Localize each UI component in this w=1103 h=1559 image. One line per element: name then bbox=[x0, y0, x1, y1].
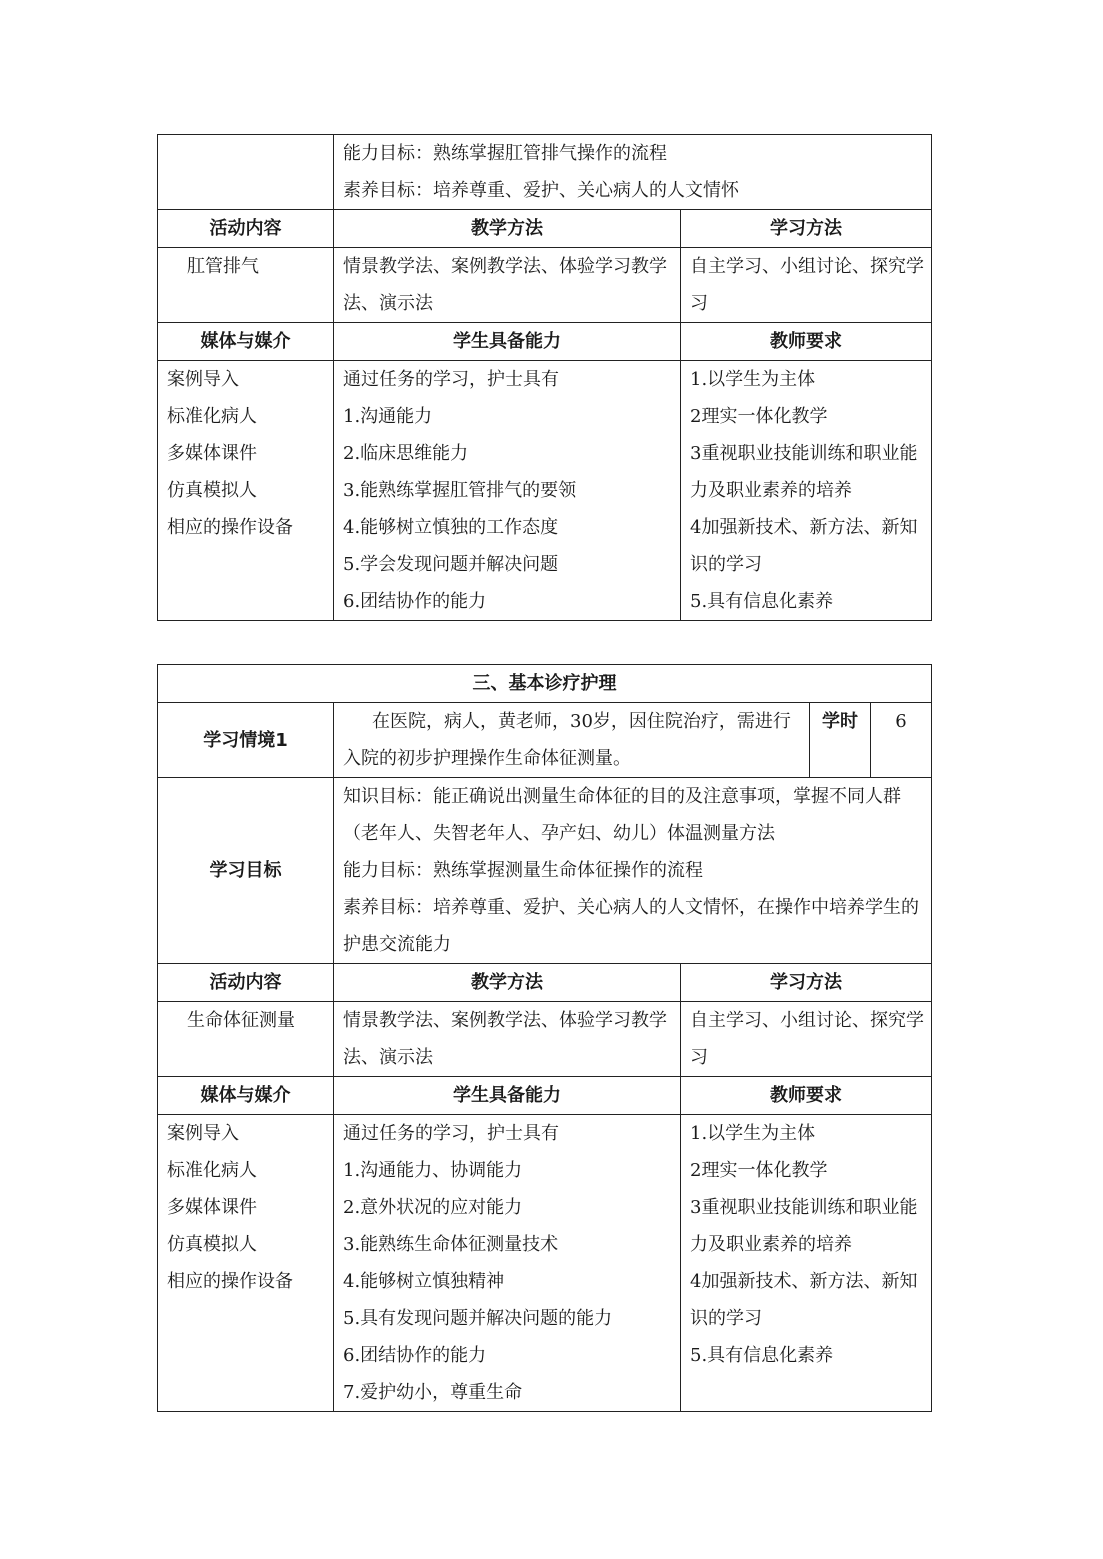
learn-method-cell: 自主学习、小组讨论、探究学习 bbox=[681, 1002, 932, 1077]
activity-header: 活动内容 bbox=[158, 964, 334, 1002]
lesson-table-basic-care bbox=[157, 664, 932, 964]
media-header: 媒体与媒介 bbox=[158, 1077, 334, 1115]
detail-row bbox=[158, 1115, 932, 1412]
ability-item: 1.沟通能力、协调能力 bbox=[343, 1160, 523, 1181]
ability-cell bbox=[334, 361, 681, 621]
learn-method-cell: 自主学习、小组讨论、探究学习 bbox=[681, 248, 932, 323]
activity-cell: 生命体征测量 bbox=[158, 1002, 334, 1077]
teacher-item: 1.以学生为主体 bbox=[690, 1123, 816, 1144]
goals-label: 学习目标 bbox=[158, 778, 334, 964]
ability-goal: 能力目标：熟练掌握肛管排气操作的流程 bbox=[343, 143, 667, 164]
media-item: 标准化病人 bbox=[167, 1160, 257, 1181]
media-item: 多媒体课件 bbox=[167, 443, 257, 464]
ability-item: 3.能熟练掌握肛管排气的要领 bbox=[343, 480, 577, 501]
lesson-table-continued bbox=[157, 134, 932, 621]
goals-label-cell bbox=[158, 135, 334, 210]
ability-item: 2.临床思维能力 bbox=[343, 443, 469, 464]
ability-goal: 能力目标：熟练掌握测量生命体征操作的流程 bbox=[343, 860, 703, 881]
teacher-item: 2理实一体化教学 bbox=[690, 1160, 828, 1181]
section-title-row bbox=[158, 665, 932, 703]
ability-header: 学生具备能力 bbox=[334, 1077, 681, 1115]
activity-cell: 肛管排气 bbox=[158, 248, 334, 323]
header-row-2 bbox=[158, 1077, 932, 1115]
ability-header: 学生具备能力 bbox=[334, 323, 681, 361]
ability-item: 7.爱护幼小，尊重生命 bbox=[343, 1382, 523, 1403]
media-cell bbox=[158, 1115, 334, 1412]
goals-cell bbox=[334, 778, 932, 964]
teacher-item: 5.具有信息化素养 bbox=[690, 1345, 834, 1366]
ability-item: 3.能熟练生命体征测量技术 bbox=[343, 1234, 559, 1255]
ability-item: 通过任务的学习，护士具有 bbox=[343, 1123, 559, 1144]
media-item: 案例导入 bbox=[167, 369, 239, 390]
learn-method-header: 学习方法 bbox=[681, 964, 932, 1002]
media-item: 相应的操作设备 bbox=[167, 1271, 293, 1292]
teach-method-cell: 情景教学法、案例教学法、体验学习教学法、演示法 bbox=[334, 1002, 681, 1077]
ability-item: 5.学会发现问题并解决问题 bbox=[343, 554, 559, 575]
lesson-table-basic-care-lower bbox=[157, 963, 932, 1412]
teach-method-cell: 情景教学法、案例教学法、体验学习教学法、演示法 bbox=[334, 248, 681, 323]
media-item: 标准化病人 bbox=[167, 406, 257, 427]
header-row-1 bbox=[158, 210, 932, 248]
media-header: 媒体与媒介 bbox=[158, 323, 334, 361]
learn-method-header: 学习方法 bbox=[681, 210, 932, 248]
media-item: 多媒体课件 bbox=[167, 1197, 257, 1218]
media-item: 案例导入 bbox=[167, 1123, 239, 1144]
goals-row bbox=[158, 135, 932, 210]
ability-item: 6.团结协作的能力 bbox=[343, 591, 487, 612]
activity-header: 活动内容 bbox=[158, 210, 334, 248]
teacher-header: 教师要求 bbox=[681, 323, 932, 361]
hours-value: 6 bbox=[871, 703, 932, 778]
teacher-header: 教师要求 bbox=[681, 1077, 932, 1115]
teacher-item: 3重视职业技能训练和职业能力及职业素养的培养 bbox=[690, 1197, 918, 1255]
section-title: 三、基本诊疗护理 bbox=[158, 665, 932, 703]
header-row-1 bbox=[158, 964, 932, 1002]
goals-row bbox=[158, 778, 932, 964]
teacher-item: 4加强新技术、新方法、新知识的学习 bbox=[690, 517, 918, 575]
ability-item: 2.意外状况的应对能力 bbox=[343, 1197, 523, 1218]
teacher-item: 1.以学生为主体 bbox=[690, 369, 816, 390]
teach-method-header: 教学方法 bbox=[334, 210, 681, 248]
teacher-item: 5.具有信息化素养 bbox=[690, 591, 834, 612]
teach-method-header: 教学方法 bbox=[334, 964, 681, 1002]
method-row bbox=[158, 1002, 932, 1077]
teacher-cell bbox=[681, 1115, 932, 1412]
teacher-item: 2理实一体化教学 bbox=[690, 406, 828, 427]
ability-item: 1.沟通能力 bbox=[343, 406, 433, 427]
hours-label: 学时 bbox=[810, 703, 871, 778]
literacy-goal: 素养目标：培养尊重、爱护、关心病人的人文情怀 bbox=[343, 180, 739, 201]
situation-label: 学习情境1 bbox=[158, 703, 334, 778]
knowledge-goal: 知识目标：能正确说出测量生命体征的目的及注意事项，掌握不同人群（老年人、失智老年人、孕产妇、幼儿）体温测量方法 bbox=[343, 786, 901, 844]
detail-row bbox=[158, 361, 932, 621]
teacher-item: 3重视职业技能训练和职业能力及职业素养的培养 bbox=[690, 443, 918, 501]
ability-item: 6.团结协作的能力 bbox=[343, 1345, 487, 1366]
teacher-item: 4加强新技术、新方法、新知识的学习 bbox=[690, 1271, 918, 1329]
literacy-goal: 素养目标：培养尊重、爱护、关心病人的人文情怀，在操作中培养学生的护患交流能力 bbox=[343, 897, 919, 955]
header-row-2 bbox=[158, 323, 932, 361]
media-item: 仿真模拟人 bbox=[167, 1234, 257, 1255]
media-item: 相应的操作设备 bbox=[167, 517, 293, 538]
situation-text: 在医院，病人，黄老师，30岁，因住院治疗，需进行入院的初步护理操作生命体征测量。 bbox=[334, 703, 810, 778]
goals-cell bbox=[334, 135, 932, 210]
method-row bbox=[158, 248, 932, 323]
media-item: 仿真模拟人 bbox=[167, 480, 257, 501]
situation-row bbox=[158, 703, 932, 778]
media-cell bbox=[158, 361, 334, 621]
ability-item: 4.能够树立慎独精神 bbox=[343, 1271, 505, 1292]
teacher-cell bbox=[681, 361, 932, 621]
ability-item: 通过任务的学习，护士具有 bbox=[343, 369, 559, 390]
ability-item: 5.具有发现问题并解决问题的能力 bbox=[343, 1308, 613, 1329]
ability-cell bbox=[334, 1115, 681, 1412]
ability-item: 4.能够树立慎独的工作态度 bbox=[343, 517, 559, 538]
